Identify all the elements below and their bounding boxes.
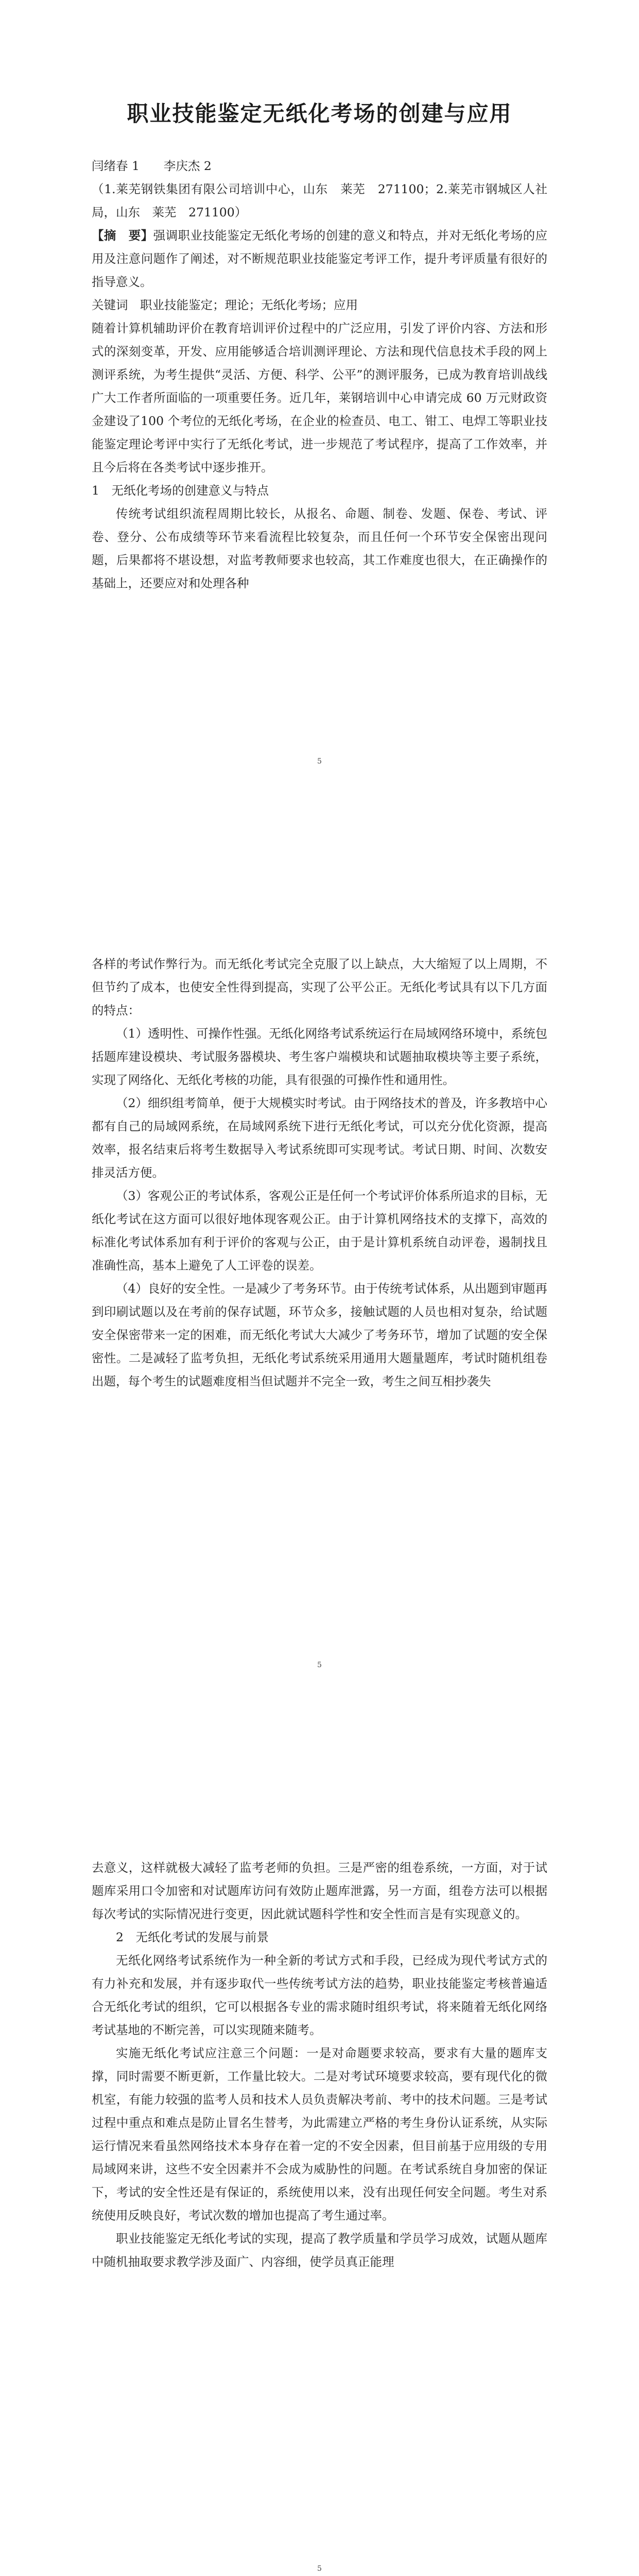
paragraph: 职业技能鉴定无纸化考试的实现，提高了教学质量和学员学习成效，试题从题库中随机抽取要求教学涉及面广、内容细，使学员真正能理 [92, 2231, 547, 2269]
section-1-heading: 1 无纸化考场的创建意义与特点 [92, 483, 269, 498]
feature-organization: （2）细织组考简单，便于大规模实时考试。由于网络技术的普及，许多教培中心都有自己的局域网系统，在局域网系统下进行无纸化考试，可以充分优化资源，提高效率，报名结束后将考生数据导入考试系统即可实现考试。考试日期、时间、次数安排灵活方便。 [92, 1096, 547, 1180]
section-1-paragraph: 传统考试组织流程周期比较长，从报名、命题、制卷、发题、保卷、考试、评卷、登分、公布成绩等环节来看流程比较复杂，而且任何一个环节安全保密出现问题，后果都将不堪设想，对监考教师要求也较高，其工作难度也很大，在正确操作的基础上，还要应对和处理各种 [92, 506, 547, 590]
page-number: 5 [317, 757, 322, 766]
feature-transparency: （1）透明性、可操作性强。无纸化网络考试系统运行在局域网络环境中，系统包括题库建设模块、考试服务器模块、考生客户端模块和试题抽取模块等主要子系统，实现了网络化、无纸化考核的功能，具有很强的可操作性和通用性。 [92, 1026, 547, 1087]
affiliation: （1.莱芜钢铁集团有限公司培训中心，山东 莱芜 271100；2.莱芜市钢城区人社局，山东 莱芜 271100） [92, 182, 547, 219]
paragraph: 去意义，这样就极大减轻了监考老师的负担。三是严密的组卷系统，一方面，对于试题库采用口令加密和对试题库访问有效防止题库泄露，另一方面，组卷方法可以根据每次考试的实际情况进行变更，因此就试题科学性和安全性而言是有实现意义的。 [92, 1860, 547, 1921]
abstract-label: 【摘 要】 [92, 228, 153, 243]
abstract-text: 强调职业技能鉴定无纸化考场的创建的意义和特点，并对无纸化考场的应用及注意问题作了阐述，对不断规范职业技能鉴定考评工作，提升考评质量有很好的指导意义。 [92, 228, 548, 289]
section-2-heading: 2 无纸化考试的发展与前景 [116, 1930, 269, 1944]
feature-security: （4）良好的安全性。一是减少了考务环节。由于传统考试体系，从出题到审题再到印刷试题以及在考前的保存试题，环节众多，接触试题的人员也相对复杂，给试题安全保密带来一定的困难，而无纸化考试大大减少了考务环节，增加了试题的安全保密性。二是减轻了监考负担，无纸化考试系统采用通用大题量题库，考试时随机组卷出题，每个考生的试题难度相当但试题并不完全一致，考生之间互相抄袭失 [92, 1281, 547, 1388]
paragraph: 无纸化网络考试系统作为一种全新的考试方式和手段，已经成为现代考试方式的有力补充和发展，并有逐步取代一些传统考试方法的趋势，职业技能鉴定考核普遍适合无纸化考试的组织，它可以根据各专业的需求随时组织考试，将来随着无纸化网络考试基地的不断完善，可以实现随来随考。 [92, 1953, 547, 2037]
abstract [92, 224, 547, 294]
paper-title: 职业技能鉴定无纸化考场的创建与应用 [127, 101, 512, 126]
page-number: 5 [317, 1661, 322, 1669]
keywords-label: 关键词 [92, 298, 128, 312]
page-1 [0, 0, 639, 904]
feature-objectivity: （3）客观公正的考试体系，客观公正是任何一个考试评价体系所追求的目标，无纸化考试在这方面可以很好地体现客观公正。由于计算机网络技术的支撑下，高效的标准化考试体系加有利于评价的客观与公正，由于是计算机系统自动评卷，遏制找且准确性高，基本上避免了人工评卷的误差。 [92, 1189, 547, 1273]
page-number: 5 [317, 2565, 322, 2573]
authors: 闫绪春 1 李庆杰 2 [92, 159, 212, 173]
paragraph: 各样的考试作弊行为。而无纸化考试完全克服了以上缺点，大大缩短了以上周期，不但节约了成本，也使安全性得到提高，实现了公平公正。无纸化考试具有以下几方面的特点： [92, 957, 547, 1018]
page-3 [0, 1807, 639, 2576]
keywords-text: 职业技能鉴定；理论；无纸化考场；应用 [128, 298, 358, 312]
page-2 [0, 904, 639, 1807]
intro-paragraph: 随着计算机辅助评价在教育培训评价过程中的广泛应用，引发了评价内容、方法和形式的深刻变革，开发、应用能够适合培训测评理论、方法和现代信息技术手段的网上测评系统，为考生提供“灵活、方便、科学、公平”的测评服务，已成为教育培训战线广大工作者所面临的一项重要任务。近几年，莱钢培训中心申请完成 60 万元财政资金建设了100 个考位的无纸化考场，在企业的检查员、电工、钳工、电焊工等职业技能鉴定理论考评中实行了无纸化考试，进一步规范了考试程序，提高了工作效率，并且今后将在各类考试中逐步推开。 [92, 321, 547, 474]
keywords [92, 294, 547, 317]
paragraph: 实施无纸化考试应注意三个问题：一是对命题要求较高，要求有大量的题库支撑，同时需要不断更新，工作量比较大。二是对考试环境要求较高，要有现代化的微机室，有能力较强的监考人员和技术人员负责解决考前、考中的技术问题。三是考试过程中重点和难点是防止冒名生替考，为此需建立严格的考生身份认证系统，从实际运行情况来看虽然网络技术本身存在着一定的不安全因素，但目前基于应用级的专用局域网来讲，这些不安全因素并不会成为威胁性的问题。在考试系统自身加密的保证下，考试的安全性还是有保证的，系统使用以来，没有出现任何安全问题。考生对系统使用反映良好，考试次数的增加也提高了考生通过率。 [92, 2046, 547, 2223]
